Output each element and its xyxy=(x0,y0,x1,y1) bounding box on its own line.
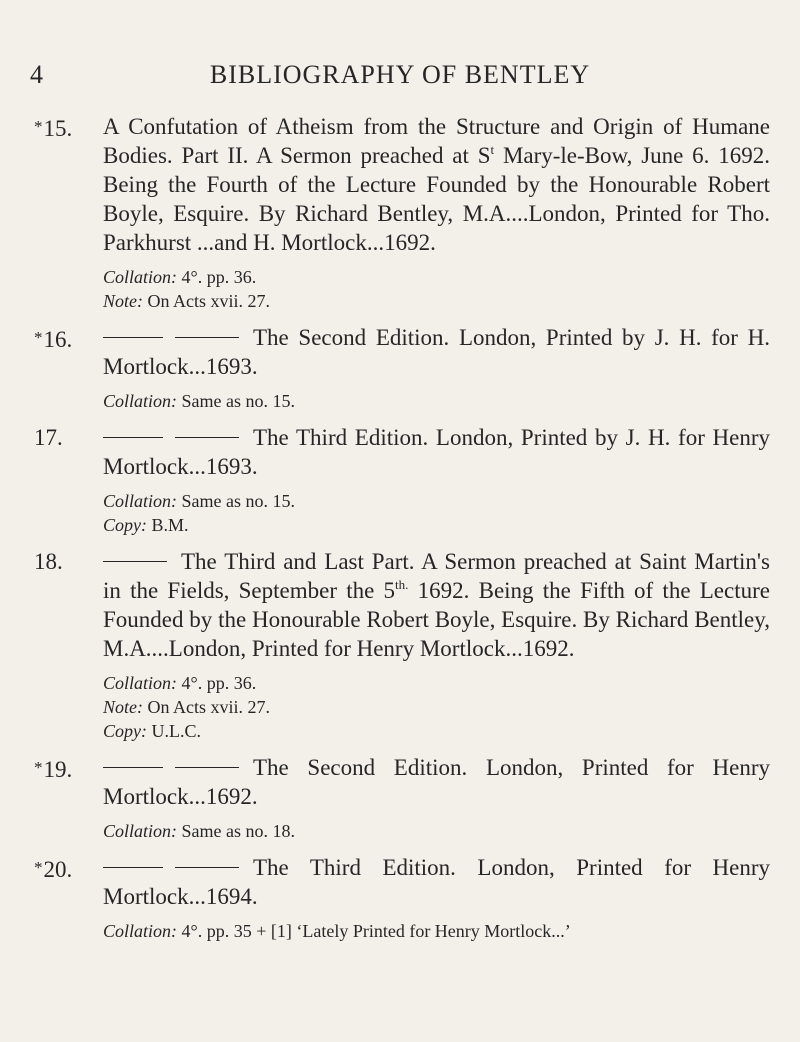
star-marker: * xyxy=(34,117,43,136)
copy-line: Copy: B.M. xyxy=(103,515,189,535)
page-number: 4 xyxy=(30,60,43,89)
ditto-rule xyxy=(175,337,239,338)
entry-title: The Third and Last Part. A Sermon preached at Saint Martin's in the Fields, September the $5^{th.}$ 1692. Being the Fifth of the Lecture Founded by the Honourable Robert Boyle, Esquire. By Richard Bentley, M.A....London, Printed for Henry Mortlock...1692. xyxy=(103,549,770,661)
entry-18 xyxy=(0,547,800,743)
collation-line: Collation: Same as no. 15. xyxy=(103,391,295,411)
ditto-rule xyxy=(175,437,239,438)
bibliography-entries xyxy=(0,112,800,953)
entry-number: *15. xyxy=(34,116,73,141)
entry-title: A Confutation of Atheism from the Structure and Origin of Humane Bodies. Part II. A Sermon preached at $S^t$ Mary-le-Bow, June 6. 1692. Being the Fourth of the Lecture Founded by the Honourable Robert Boyle, Esquire. By Richard Bentley, M.A....London, Printed for Tho. Parkhurst ...and H. Mortlock...1692. xyxy=(103,114,770,255)
ditto-rule xyxy=(103,337,163,338)
entry-number: *19. xyxy=(34,757,73,782)
entry-title: The Second Edition. London, Printed by J. H. for H. Mortlock...1693. xyxy=(103,325,770,379)
entry-title: The Third Edition. London, Printed by J. H. for Henry Mortlock...1693. xyxy=(103,425,770,479)
entry-title: The Second Edition. London, Printed for Henry Mortlock...1692. xyxy=(103,755,770,809)
entry-16 xyxy=(0,323,800,413)
entry-20 xyxy=(0,853,800,943)
collation-line: Collation: 4°. pp. 36. xyxy=(103,673,257,693)
star-marker: * xyxy=(34,758,43,777)
note-line: Note: On Acts xvii. 27. xyxy=(103,697,271,717)
ditto-rule xyxy=(175,767,239,768)
collation-line: Collation: 4°. pp. 36. xyxy=(103,267,257,287)
entry-title: The Third Edition. London, Printed for Henry Mortlock...1694. xyxy=(103,855,770,909)
entry-15 xyxy=(0,112,800,313)
star-marker: * xyxy=(34,328,43,347)
collation-line: Collation: 4°. pp. 35 + [1] ‘Lately Printed for Henry Mortlock...’ xyxy=(103,921,571,941)
collation-line: Collation: Same as no. 18. xyxy=(103,821,295,841)
entry-17 xyxy=(0,423,800,537)
star-marker: * xyxy=(34,858,43,877)
entry-number: 17. xyxy=(34,425,63,450)
entry-number: 18. xyxy=(34,549,63,574)
collation-line: Collation: Same as no. 15. xyxy=(103,491,295,511)
ditto-rule xyxy=(103,437,163,438)
running-head: BIBLIOGRAPHY OF BENTLEY xyxy=(209,60,591,89)
ditto-rule xyxy=(175,867,239,868)
note-line: Note: On Acts xvii. 27. xyxy=(103,291,271,311)
entry-number: *16. xyxy=(34,327,73,352)
entry-19 xyxy=(0,753,800,843)
copy-line: Copy: U.L.C. xyxy=(103,721,201,741)
entry-number: *20. xyxy=(34,857,73,882)
ditto-rule xyxy=(103,561,167,562)
ditto-rule xyxy=(103,867,163,868)
ditto-rule xyxy=(103,767,163,768)
